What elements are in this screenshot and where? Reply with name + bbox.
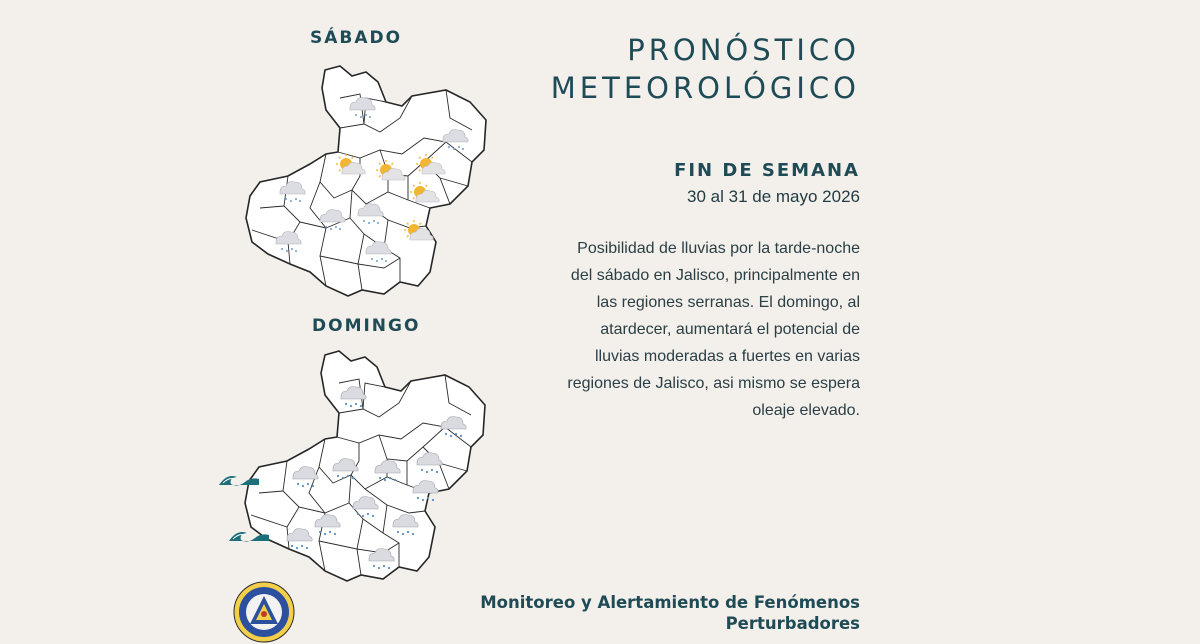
saturday-jalisco-map <box>240 58 490 303</box>
page-title-line2: METEOROLÓGICO <box>550 71 860 105</box>
description-line: atardecer, aumentará el potencial de <box>600 321 860 338</box>
sunday-jalisco-map <box>215 345 490 585</box>
forecast-description <box>520 235 860 424</box>
description-line: regiones de Jalisco, asi mismo se espera <box>567 375 860 392</box>
description-line: las regiones serranas. El domingo, al <box>596 294 860 311</box>
description-line: lluvias moderadas a fuertes en varias <box>594 348 860 365</box>
footer-title-line1: Monitoreo y Alertamiento de Fenómenos <box>480 593 860 612</box>
sunday-label: DOMINGO <box>312 316 421 336</box>
civil-protection-logo <box>232 580 296 644</box>
period-title: FIN DE SEMANA <box>674 160 860 181</box>
description-line: Posibilidad de lluvias por la tarde-noche <box>577 240 860 257</box>
footer-title <box>480 592 860 634</box>
period-dates: 30 al 31 de mayo 2026 <box>687 187 860 206</box>
saturday-label: SÁBADO <box>310 28 403 48</box>
page-title-line1: PRONÓSTICO <box>627 33 860 67</box>
description-line: del sábado en Jalisco, principalmente en <box>570 267 860 284</box>
footer-title-line2: Perturbadores <box>725 614 860 633</box>
description-line: oleaje elevado. <box>752 402 860 419</box>
